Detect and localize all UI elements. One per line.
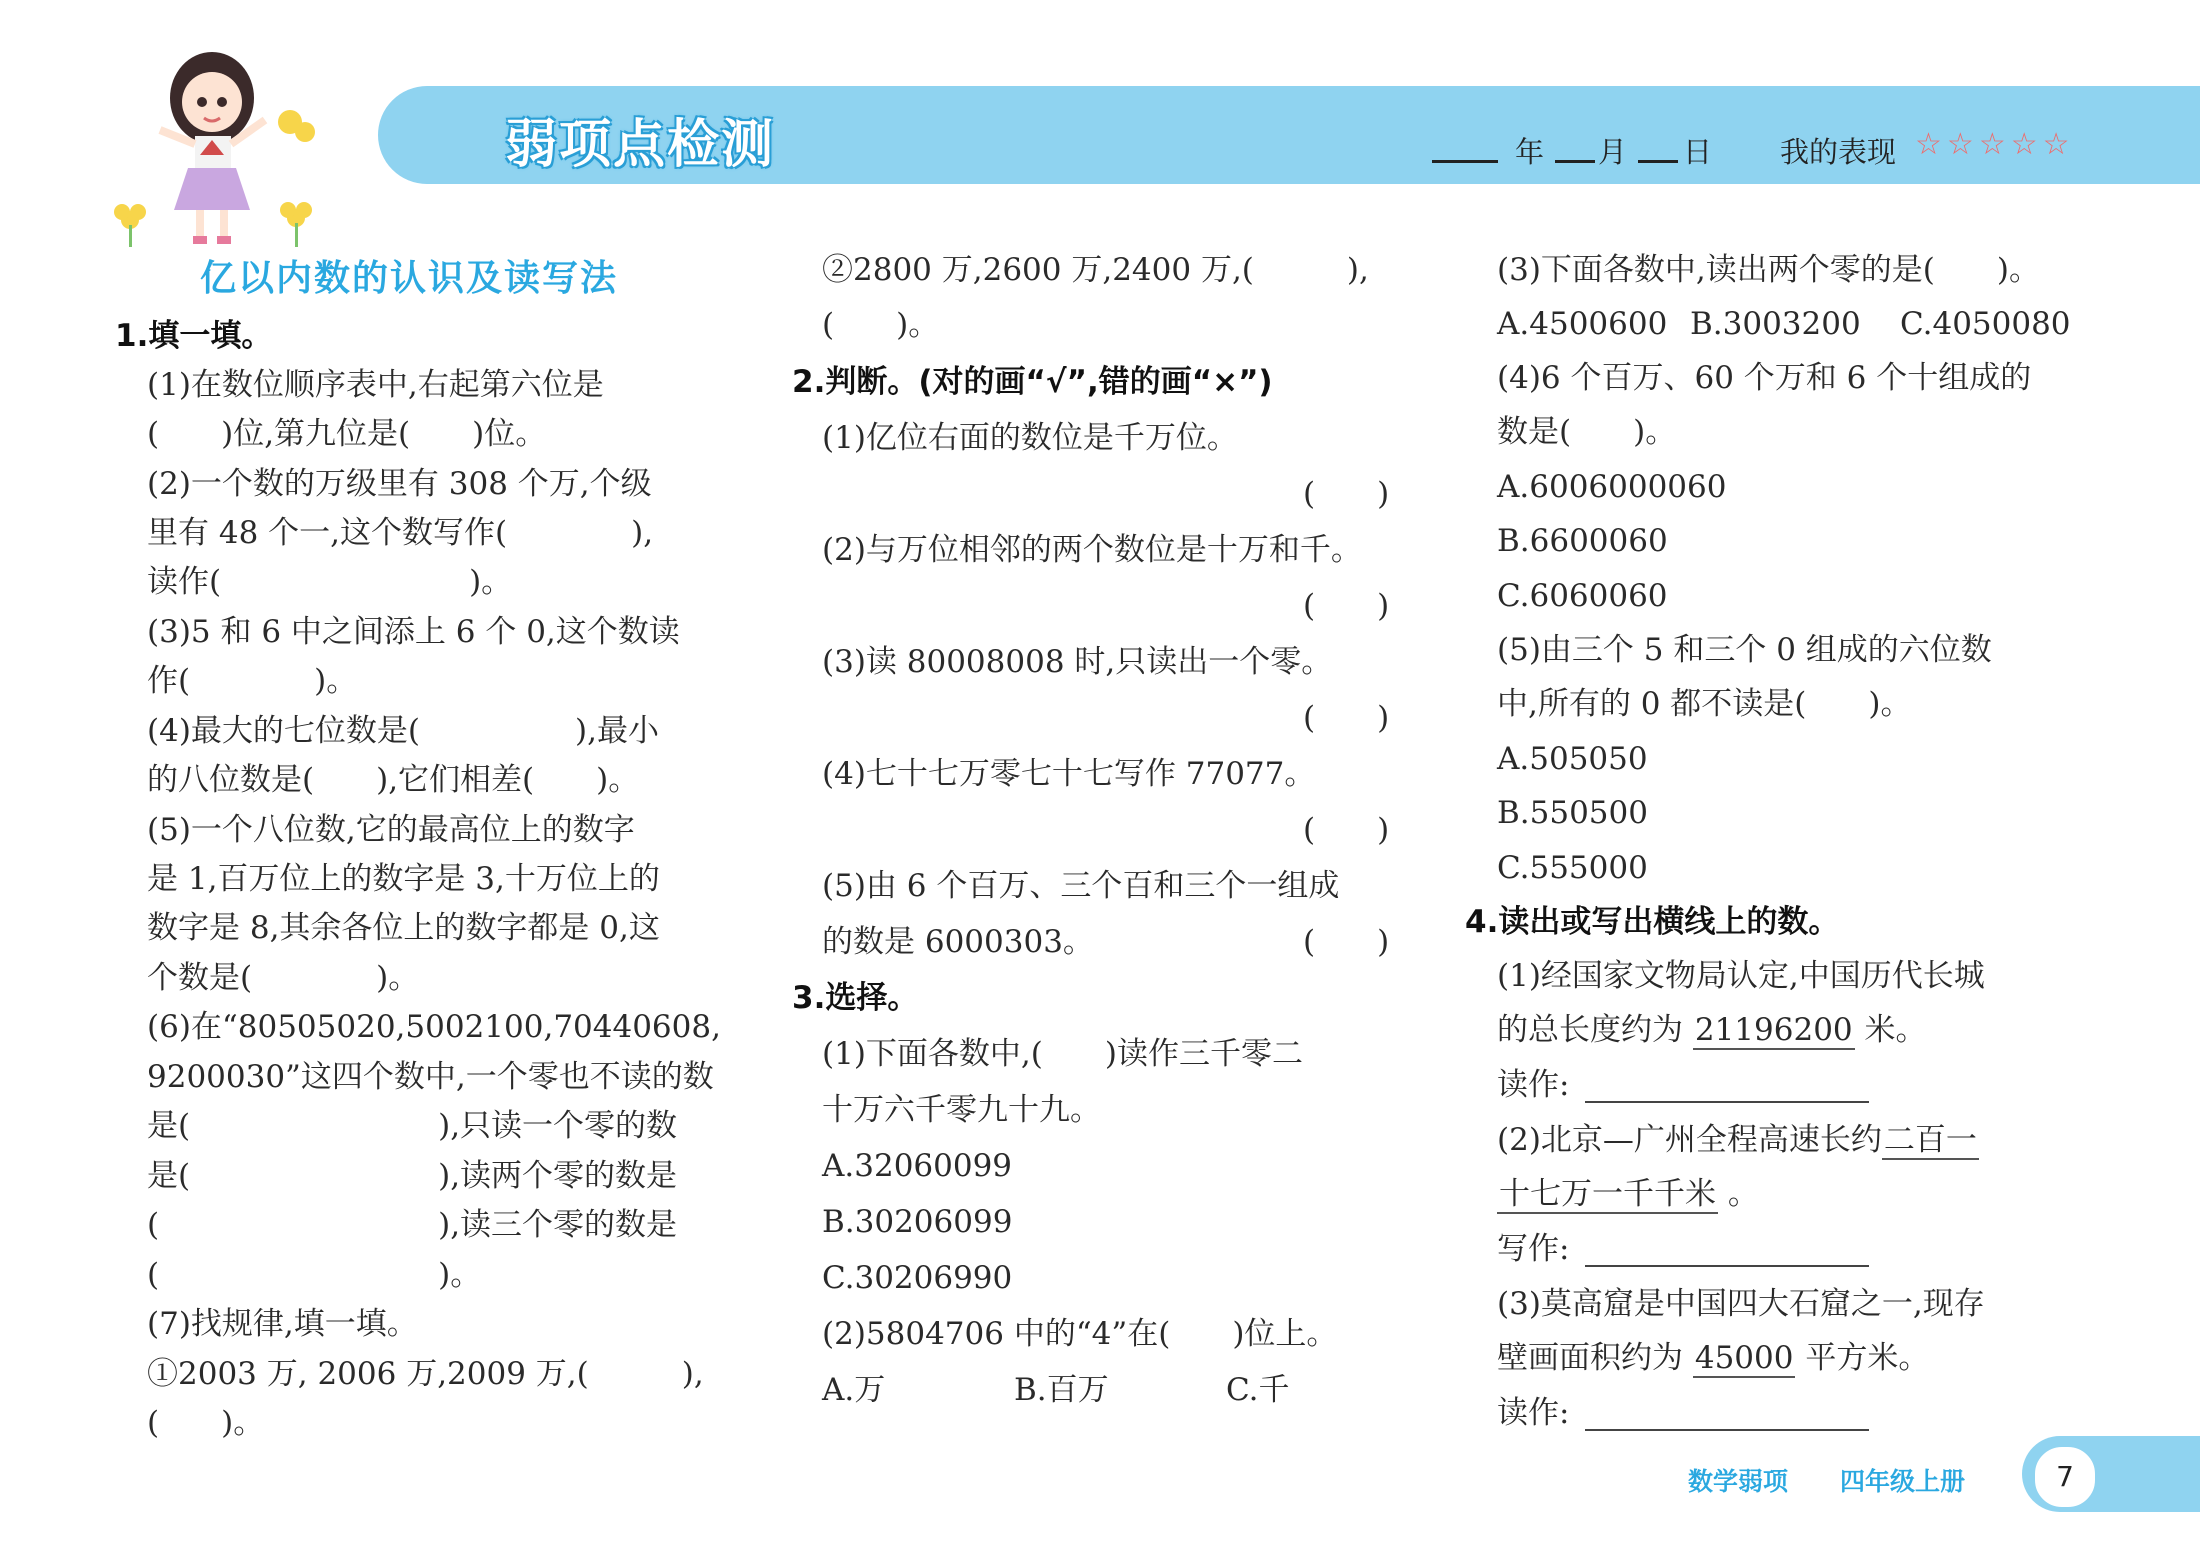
judge-item: (4)七十七万零七十七写作 77077。 [822,756,1316,792]
option-b[interactable]: B.3003200 [1690,306,1861,342]
answer-label: 读作: [1497,1395,1570,1431]
text-line: ( ),读三个零的数是 [147,1207,678,1243]
text-line: 中,所有的 0 都不读是( )。 [1497,686,1912,722]
text-line: ( )。 [822,307,940,343]
judge-answer-bracket[interactable]: ( ) [1303,476,1390,512]
text-line [1497,1174,1759,1214]
text-line: (4)最大的七位数是( ),最小 [147,713,659,749]
text-line [1497,1120,1979,1160]
text-line: 9200030”这四个数中,一个零也不读的数 [147,1059,714,1095]
text-line: (4)6 个百万、60 个万和 6 个十组成的 [1497,360,2032,396]
question-heading-judge: 2.判断。(对的画“√”,错的画“×”) [792,364,1273,400]
answer-line[interactable] [1585,1429,1869,1431]
date-day-blank[interactable] [1638,160,1678,163]
page-number: 7 [2032,1444,2098,1510]
option-c[interactable]: C.4050080 [1900,306,2071,342]
text-line: (1)在数位顺序表中,右起第六位是 [147,367,604,403]
judge-answer-bracket[interactable]: ( ) [1303,812,1390,848]
option-a[interactable]: A.万 [822,1372,886,1408]
answer-label: 写作: [1497,1231,1570,1267]
text-line: (3)5 和 6 中之间添上 6 个 0,这个数读 [147,614,680,650]
text-line: 里有 48 个一,这个数写作( ), [147,515,654,551]
option-c[interactable]: C.30206990 [822,1260,1013,1296]
section-title: 亿以内数的认识及读写法 [200,258,619,299]
text-line: ( )。 [147,1257,482,1293]
underlined-text: 二百一 [1883,1122,1977,1158]
question-heading-read: 4.读出或写出横线上的数。 [1465,904,1840,940]
text-line: 作( )。 [147,663,358,699]
underlined-text: 十七万一千千米 [1499,1176,1716,1212]
text-line: (6)在“80505020,5002100,70440608, [147,1009,721,1045]
option-a[interactable]: A.4500600 [1497,306,1668,342]
date-month-label: 月 [1598,135,1628,169]
question-heading-fill: 1.填一填。 [115,318,273,354]
underlined-number: 21196200 [1694,1012,1853,1048]
judge-item: 的数是 6000303。 [822,924,1094,960]
text-line: (2)5804706 中的“4”在( )位上。 [822,1316,1338,1352]
text-span: 平方米。 [1795,1340,1930,1376]
text-line: ( )。 [147,1405,265,1441]
star-icon[interactable]: ☆ [2010,127,2038,162]
text-line: 十万六千零九十九。 [822,1092,1101,1128]
date-year-blank[interactable] [1432,160,1498,163]
text-line: ①2003 万, 2006 万,2009 万,( ), [147,1356,704,1392]
text-line [1497,1338,1929,1378]
text-line: 个数是( )。 [147,960,420,996]
text-span: 米。 [1854,1012,1927,1048]
date-month-blank[interactable] [1555,160,1595,163]
text-line: 数字是 8,其余各位上的数字都是 0,这 [147,910,660,946]
option-b[interactable]: B.30206099 [822,1204,1013,1240]
page-title: 弱项点检测 [505,115,776,175]
option-c[interactable]: C.6060060 [1497,578,1668,614]
girl-illustration [100,40,330,250]
option-c[interactable]: C.千 [1226,1372,1290,1408]
text-line: ②2800 万,2600 万,2400 万,( ), [822,252,1369,288]
star-icon[interactable]: ☆ [2042,127,2070,162]
text-line: 是 1,百万位上的数字是 3,十万位上的 [147,861,660,897]
option-b[interactable]: B.550500 [1497,795,1648,831]
text-line [1497,1010,1927,1050]
text-span: 。 [1718,1176,1759,1212]
text-line: 的八位数是( ),它们相差( )。 [147,762,640,798]
footer-grade: 四年级上册 [1840,1467,1966,1496]
judge-item: (3)读 80008008 时,只读出一个零。 [822,644,1333,680]
text-line: (3)下面各数中,读出两个零的是( )。 [1497,252,2040,288]
star-icon[interactable]: ☆ [1946,127,1974,162]
answer-label: 读作: [1497,1067,1570,1103]
option-c[interactable]: C.555000 [1497,850,1648,886]
date-day-label: 日 [1683,135,1713,169]
answer-line[interactable] [1585,1101,1869,1103]
text-line: (2)一个数的万级里有 308 个万,个级 [147,466,652,502]
judge-item: (2)与万位相邻的两个数位是十万和千。 [822,532,1362,568]
text-span: 壁画面积约为 [1497,1340,1693,1376]
option-a[interactable]: A.505050 [1497,741,1648,777]
underlined-number: 45000 [1694,1340,1794,1376]
star-icon[interactable]: ☆ [1978,127,2006,162]
judge-answer-bracket[interactable]: ( ) [1303,924,1390,960]
date-year-label: 年 [1515,135,1545,169]
text-line: (3)莫高窟是中国四大石窟之一,现存 [1497,1286,1985,1322]
text-line: (1)下面各数中,( )读作三千零二 [822,1036,1303,1072]
judge-answer-bracket[interactable]: ( ) [1303,588,1390,624]
judge-answer-bracket[interactable]: ( ) [1303,700,1390,736]
star-icon[interactable]: ☆ [1915,127,1942,162]
text-line: (5)由三个 5 和三个 0 组成的六位数 [1497,632,1992,668]
option-b[interactable]: B.百万 [1014,1372,1109,1408]
text-line: 数是( )。 [1497,414,1677,450]
option-a[interactable]: A.32060099 [822,1148,1013,1184]
text-span: (2)北京—广州全程高速长约 [1497,1122,1882,1158]
option-b[interactable]: B.6600060 [1497,523,1668,559]
option-a[interactable]: A.6006000060 [1497,469,1727,505]
text-span: 的总长度约为 [1497,1012,1693,1048]
text-line: (7)找规律,填一填。 [147,1306,418,1342]
judge-item: (1)亿位右面的数位是千万位。 [822,420,1238,456]
footer-subject: 数学弱项 [1688,1467,1789,1496]
text-line: 读作( )。 [147,564,513,600]
text-line: (5)一个八位数,它的最高位上的数字 [147,812,635,848]
text-line: ( )位,第九位是( )位。 [147,416,547,452]
performance-label: 我的表现 [1780,135,1897,169]
question-heading-choice: 3.选择。 [792,980,919,1016]
text-line: (1)经国家文物局认定,中国历代长城 [1497,958,1985,994]
text-line: 是( ),只读一个零的数 [147,1108,678,1144]
judge-item: (5)由 6 个百万、三个百和三个一组成 [822,868,1340,904]
performance-stars [1915,127,2070,162]
answer-line[interactable] [1585,1265,1869,1267]
text-line: 是( ),读两个零的数是 [147,1158,678,1194]
